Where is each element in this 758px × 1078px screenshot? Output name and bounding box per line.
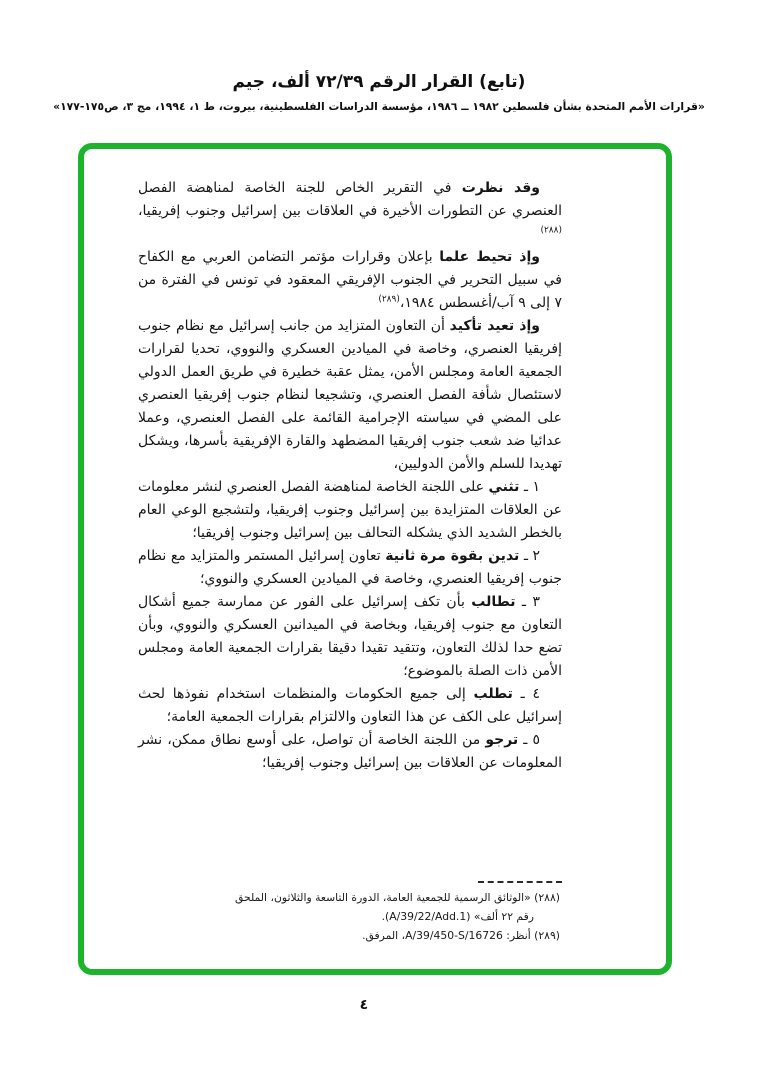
- operative-paragraph-1: [138, 476, 562, 545]
- footnote-reference: (٢٨٨): [540, 225, 562, 236]
- paragraph-lead: وقد نظرت: [461, 180, 540, 196]
- paragraph-lead: ترجو: [485, 732, 519, 748]
- item-number: ٥ ـ: [518, 732, 540, 748]
- paragraph-lead: تدين بقوة مرة ثانية: [385, 548, 520, 564]
- operative-paragraph-3: [138, 591, 562, 683]
- paragraph-text: أن التعاون المتزايد من جانب إسرائيل مع نظام جنوب إفريقيا العنصري، وخاصة في الميادين العسكري والنووي، تحديا لقرارات الجمعية العامة ومجلس الأمن، يمثل عقبة خطيرة في طريق العمل الدولي لاستئصال شأفة الفصل العنصري، وتشجيعا لنظام جنوب إفريقيا العنصري على المضي في سياسته الإجرامية القائمة على الفصل العنصري، وعملا عدائيا ضد شعب جنوب إفريقيا المضطهد والقارة الإفريقية بأسرها، ويشكل تهديدا للسلم والأمن الدوليين،: [138, 318, 562, 472]
- footnote-289: (٢٨٩) أنظر: A/39/450-S/16726، المرفق.: [362, 929, 560, 942]
- operative-paragraph-5: [138, 729, 562, 775]
- operative-paragraph-2: [138, 545, 562, 591]
- paragraph-text: تعاون إسرائيل المستمر والمتزايد مع نظام جنوب إفريقيا العنصري، وخاصة في الميادين العسكري والنووي؛: [138, 548, 562, 587]
- paragraph-lead: تطلب: [473, 686, 513, 702]
- item-number: ٢ ـ: [519, 548, 540, 564]
- page-number: ٤: [359, 997, 369, 1013]
- preamble-paragraph: [138, 315, 562, 476]
- footnote-separator: [478, 881, 562, 883]
- item-number: ١ ـ: [519, 479, 540, 495]
- paragraph-text: على اللجنة الخاصة لمناهضة الفصل العنصري لنشر معلومات عن العلاقات المتزايدة بين إسرائيل وجنوب إفريقيا، ولتشجيع الوعي العام بالخطر الشديد الذي يشكله التحالف بين إسرائيل وجنوب إفريقيا؛: [138, 479, 562, 541]
- source-citation: «قرارات الأمم المتحدة بشأن فلسطين ١٩٨٢ ــ ١٩٨٦، مؤسسة الدراسات الفلسطينية، بيروت، ط ١، ١٩٩٤، مج ٣، ص١٧٥-١٧٧»: [53, 100, 705, 113]
- preamble-paragraph: [138, 246, 562, 315]
- paragraph-lead: تطالب: [471, 594, 516, 610]
- paragraph-lead: وإذ تعيد تأكيد: [449, 318, 540, 334]
- footnote-reference: (٢٨٩): [378, 294, 400, 305]
- paragraph-text: من اللجنة الخاصة أن تواصل، على أوسع نطاق ممكن، نشر المعلومات عن العلاقات بين إسرائيل وجنوب إفريقيا؛: [138, 732, 562, 771]
- page-header: [0, 72, 758, 113]
- item-number: ٤ ـ: [512, 686, 540, 702]
- paragraph-text: بإعلان وقرارات مؤتمر التضامن العربي مع الكفاح في سبيل التحرير في الجنوب الإفريقي المعقود في تونس في الفترة من ٧ إلى ٩ آب/أغسطس ١٩٨٤،: [138, 249, 562, 311]
- resolution-frame: [78, 143, 672, 975]
- paragraph-text: بأن تكف إسرائيل على الفور عن ممارسة جميع أشكال التعاون مع جنوب إفريقيا، وبخاصة في الميدانين العسكري والنووي، وبأن تضع حدا لذلك التعاون، وتتقيد تقيدا دقيقا بقرارات الجمعية العامة ومجلس الأمن ذات الصلة بالموضوع؛: [138, 594, 562, 679]
- footnotes-block: [230, 888, 560, 945]
- paragraph-text: في التقرير الخاص للجنة الخاصة لمناهضة الفصل العنصري عن التطورات الأخيرة في العلاقات بين إسرائيل وجنوب إفريقيا،: [138, 180, 562, 219]
- paragraph-lead: وإذ تحيط علما: [439, 249, 540, 265]
- footnote-288: (٢٨٨) «الوثائق الرسمية للجمعية العامة، الدورة التاسعة والثلاثون، الملحق رقم ٢٢ ألف» (A/39/22/Add.1).: [234, 891, 560, 923]
- resolution-body: [138, 177, 562, 775]
- paragraph-text: إلى جميع الحكومات والمنظمات استخدام نفوذها لحث إسرائيل على الكف عن هذا التعاون والالتزام بقرارات الجمعية العامة؛: [138, 686, 562, 725]
- resolution-title: (تابع) القرار الرقم ٧٢/٣٩ ألف، جيم: [232, 72, 526, 92]
- paragraph-lead: تثني: [488, 479, 520, 495]
- item-number: ٣ ـ: [515, 594, 540, 610]
- operative-paragraph-4: [138, 683, 562, 729]
- preamble-paragraph: [138, 177, 562, 246]
